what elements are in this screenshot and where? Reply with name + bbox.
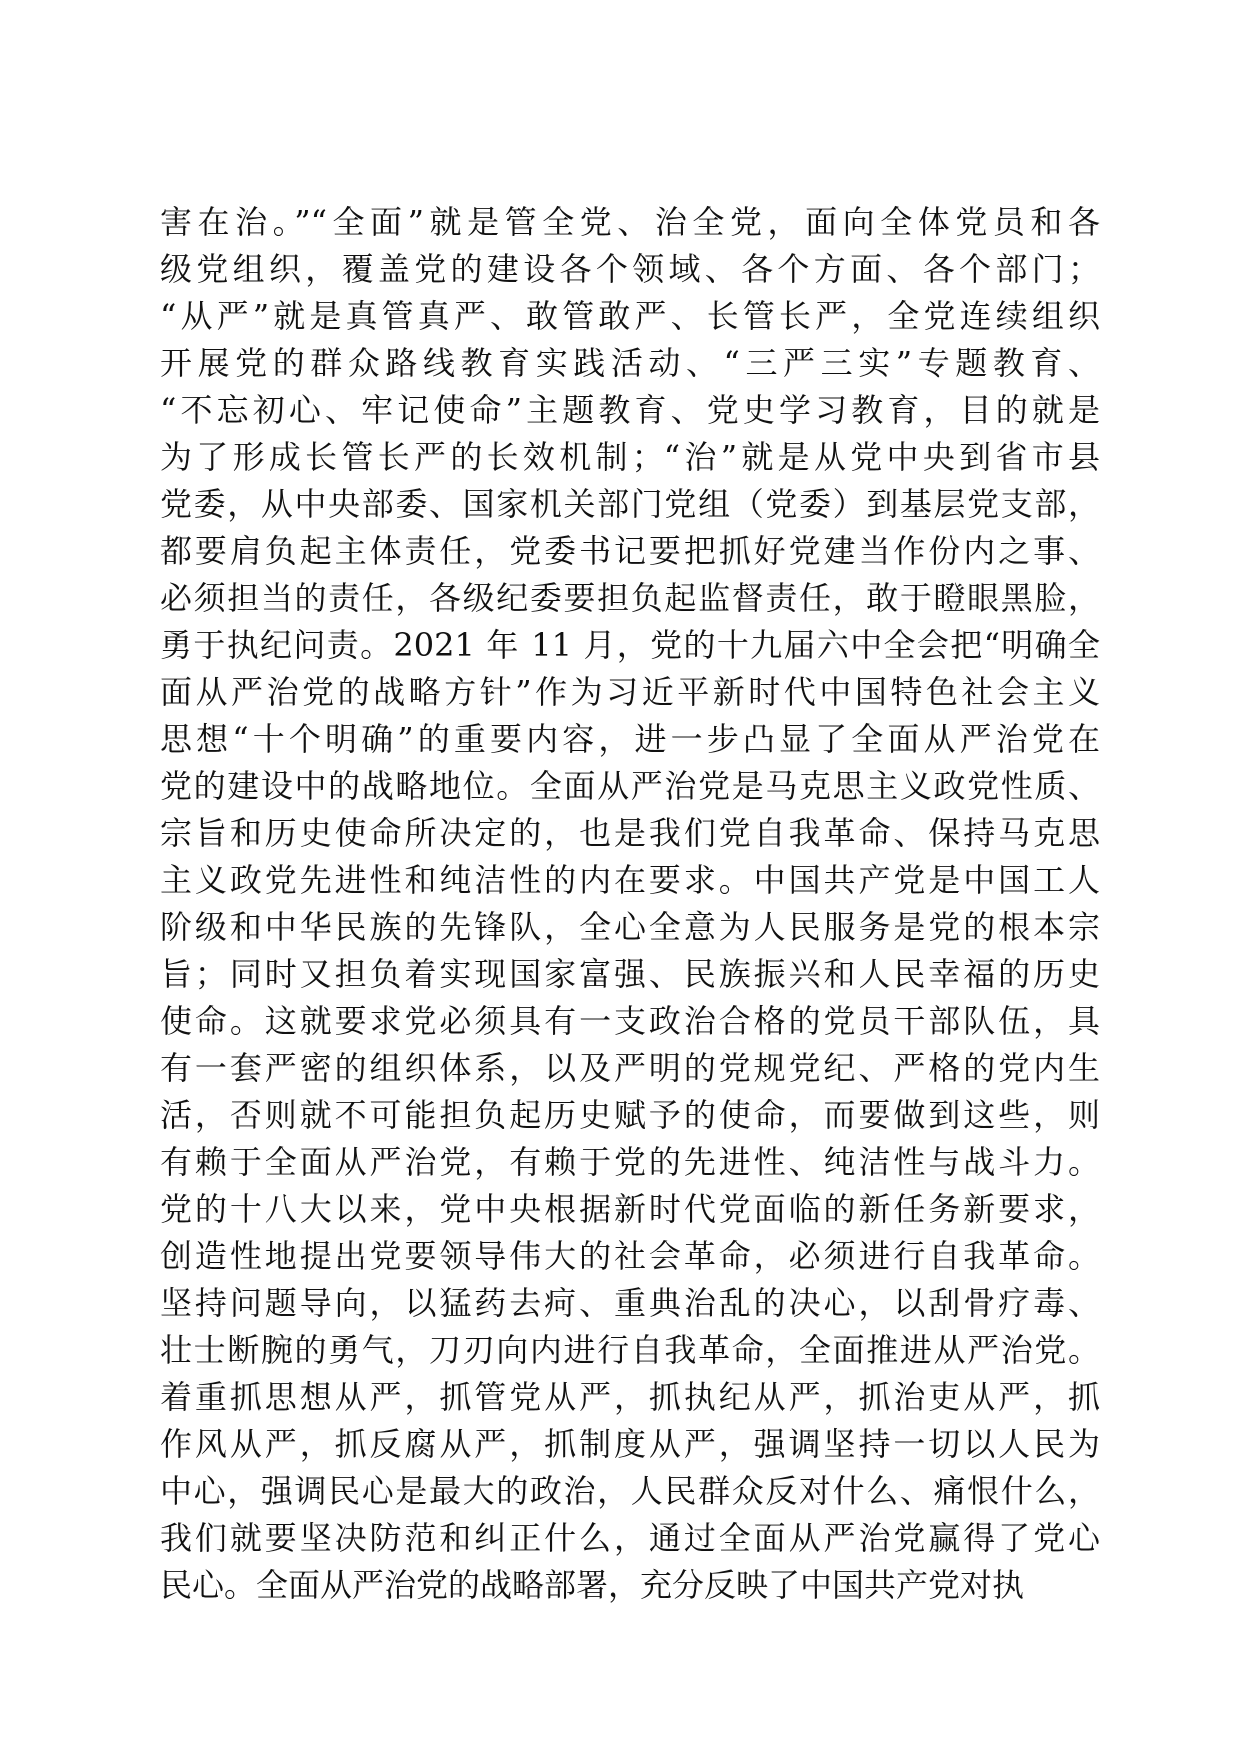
text-line: 创造性地提出党要领导伟大的社会革命，必须进行自我革命。 (160, 1237, 1100, 1275)
text-line: “从严”就是真管真严、敢管敢严、长管长严，全党连续组织 (160, 297, 1100, 335)
text-line: 必须担当的责任，各级纪委要担负起监督责任，敢于瞪眼黑脸， (160, 579, 1100, 617)
text-line: 都要肩负起主体责任，党委书记要把抓好党建当作份内之事、 (160, 532, 1100, 570)
text-line: 壮士断腕的勇气，刀刃向内进行自我革命，全面推进从严治党。 (160, 1331, 1100, 1369)
text-line: 活，否则就不可能担负起历史赋予的使命，而要做到这些，则 (160, 1096, 1100, 1134)
text-line: 党的十八大以来，党中央根据新时代党面临的新任务新要求， (160, 1190, 1100, 1228)
text-line: 党委，从中央部委、国家机关部门党组（党委）到基层党支部， (160, 485, 1100, 523)
text-line: “不忘初心、牢记使命”主题教育、党史学习教育，目的就是 (160, 391, 1100, 429)
text-line: 级党组织，覆盖党的建设各个领域、各个方面、各个部门； (160, 250, 1100, 288)
text-line: 有一套严密的组织体系，以及严明的党规党纪、严格的党内生 (160, 1049, 1100, 1087)
body-paragraph (160, 199, 1100, 1609)
text-line: 主义政党先进性和纯洁性的内在要求。中国共产党是中国工人 (160, 861, 1100, 899)
text-line: 使命。这就要求党必须具有一支政治合格的党员干部队伍，具 (160, 1002, 1100, 1040)
text-line: 作风从严，抓反腐从严，抓制度从严，强调坚持一切以人民为 (160, 1425, 1100, 1463)
text-line: 我们就要坚决防范和纠正什么，通过全面从严治党赢得了党心 (160, 1519, 1100, 1557)
text-line: 害在治。”“全面”就是管全党、治全党，面向全体党员和各 (160, 203, 1100, 241)
text-line: 中心，强调民心是最大的政治，人民群众反对什么、痛恨什么， (160, 1472, 1100, 1510)
text-line: 开展党的群众路线教育实践活动、“三严三实”专题教育、 (160, 344, 1100, 382)
text-line: 思想“十个明确”的重要内容，进一步凸显了全面从严治党在 (160, 720, 1100, 758)
text-line: 党的建设中的战略地位。全面从严治党是马克思主义政党性质、 (160, 767, 1100, 805)
text-line: 勇于执纪问责。2021 年 11 月，党的十九届六中全会把“明确全 (160, 626, 1100, 664)
text-line: 阶级和中华民族的先锋队，全心全意为人民服务是党的根本宗 (160, 908, 1100, 946)
text-line: 着重抓思想从严，抓管党从严，抓执纪从严，抓治吏从严，抓 (160, 1378, 1100, 1416)
text-line: 为了形成长管长严的长效机制；“治”就是从党中央到省市县 (160, 438, 1100, 476)
text-line: 面从严治党的战略方针”作为习近平新时代中国特色社会主义 (160, 673, 1100, 711)
text-line: 宗旨和历史使命所决定的，也是我们党自我革命、保持马克思 (160, 814, 1100, 852)
text-line: 有赖于全面从严治党，有赖于党的先进性、纯洁性与战斗力。 (160, 1143, 1100, 1181)
text-line: 旨；同时又担负着实现国家富强、民族振兴和人民幸福的历史 (160, 955, 1100, 993)
text-line: 坚持问题导向，以猛药去疴、重典治乱的决心，以刮骨疗毒、 (160, 1284, 1100, 1322)
text-line: 民心。全面从严治党的战略部署，充分反映了中国共产党对执 (160, 1566, 1025, 1604)
